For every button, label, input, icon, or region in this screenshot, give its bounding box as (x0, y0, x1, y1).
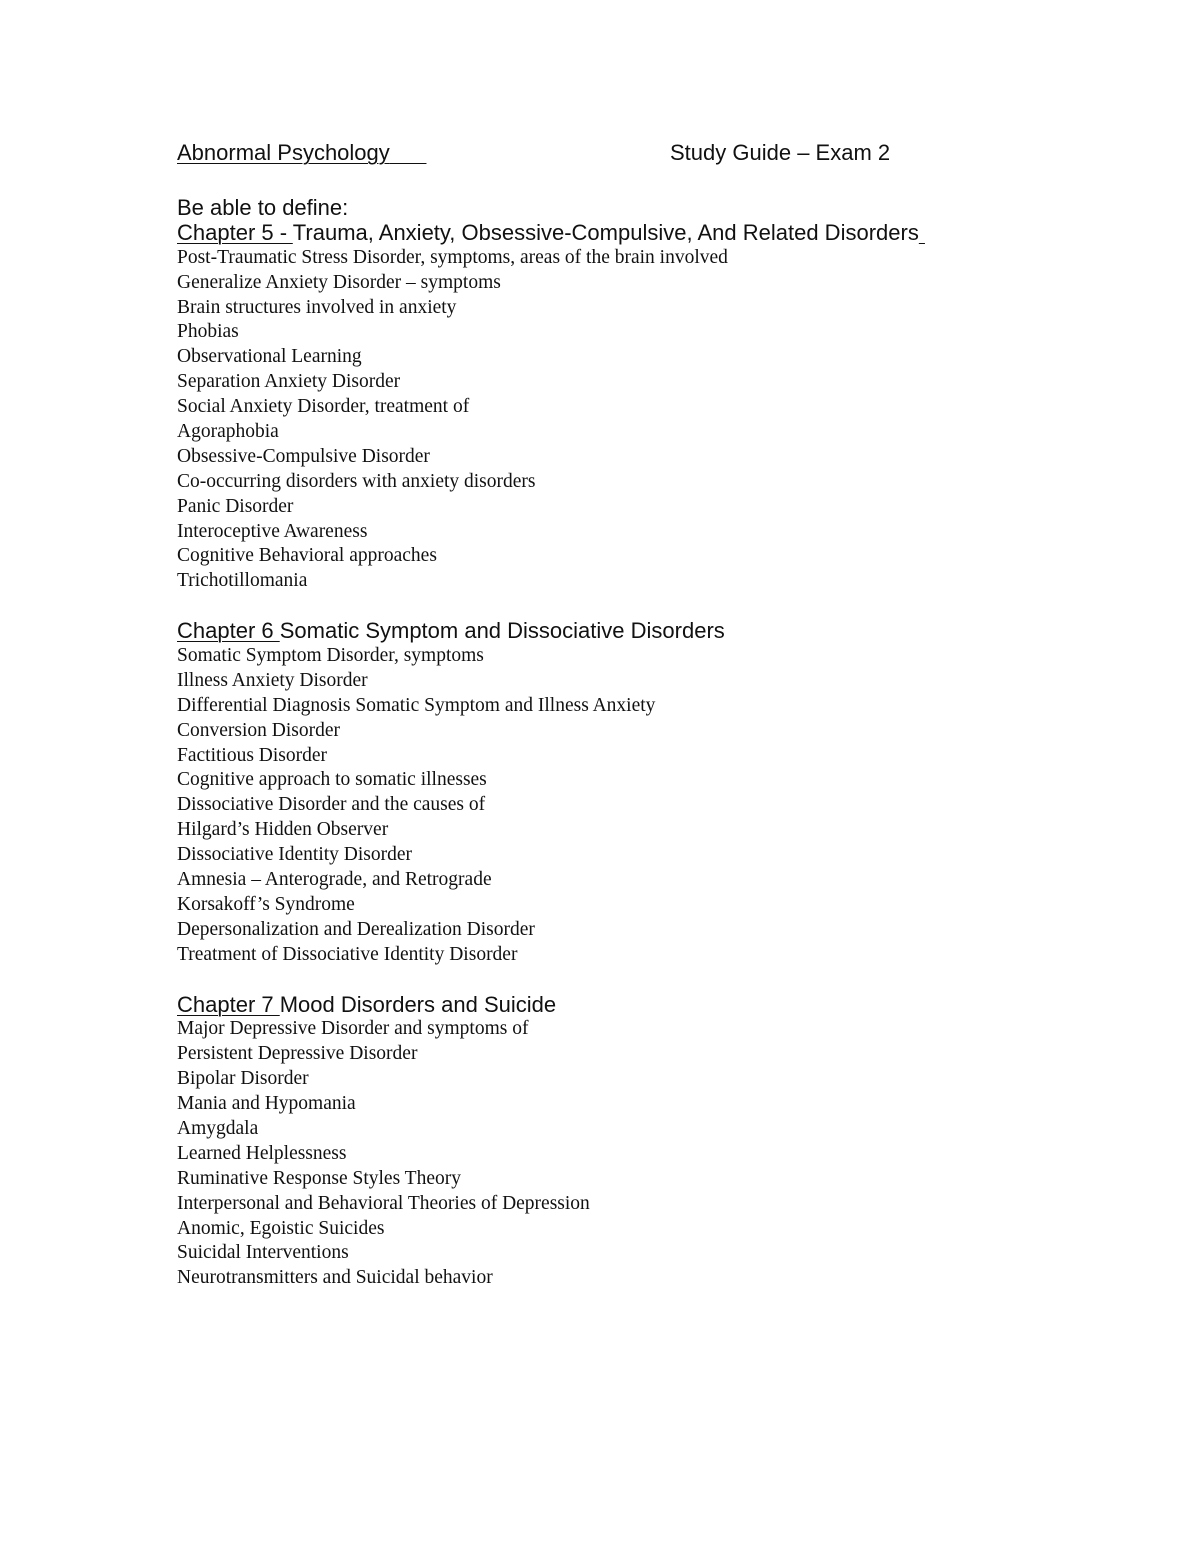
topic-item: Differential Diagnosis Somatic Symptom and Illness Anxiety (177, 694, 656, 716)
topic-item: Interpersonal and Behavioral Theories of Depression (177, 1192, 590, 1214)
course-title (177, 141, 426, 166)
chapter-label: Chapter 6 (177, 618, 280, 644)
chapters-list (177, 221, 1137, 1291)
section-spacer (177, 594, 1137, 619)
topic-item: Panic Disorder (177, 495, 294, 517)
topic-item: Suicidal Interventions (177, 1242, 349, 1264)
topic-item: Observational Learning (177, 346, 362, 368)
topic-item: Anomic, Egoistic Suicides (177, 1217, 385, 1239)
guide-title: Study Guide – Exam 2 (670, 140, 891, 165)
topic-item: Dissociative Disorder and the causes of (177, 794, 486, 816)
topic-item: Agoraphobia (177, 421, 279, 443)
topic-item: Depersonalization and Derealization Disorder (177, 918, 535, 940)
topic-item: Generalize Anxiety Disorder – symptoms (177, 271, 501, 293)
topic-item: Obsessive-Compulsive Disorder (177, 445, 430, 467)
course-title-text (177, 140, 426, 165)
topic-item: Social Anxiety Disorder, treatment of (177, 396, 470, 418)
topic-item: Cognitive Behavioral approaches (177, 545, 437, 567)
topic-item: Illness Anxiety Disorder (177, 669, 368, 691)
chapter-title-underline-tail (919, 220, 925, 245)
chapter-title: Mood Disorders and Suicide (279, 991, 557, 1017)
topic-item: Amnesia – Anterograde, and Retrograde (177, 869, 492, 891)
section-spacer (177, 968, 1137, 993)
chapter-heading (177, 993, 1137, 1018)
chapter-label: Chapter 5 - (177, 219, 293, 245)
topic-item: Dissociative Identity Disorder (177, 844, 413, 866)
topic-item: Interoceptive Awareness (177, 520, 368, 542)
topic-item: Phobias (177, 321, 239, 343)
topic-item: Trichotillomania (177, 570, 308, 592)
topic-item: Cognitive approach to somatic illnesses (177, 769, 487, 791)
topic-item: Brain structures involved in anxiety (177, 296, 457, 318)
topic-item: Persistent Depressive Disorder (177, 1043, 418, 1065)
topic-item: Factitious Disorder (177, 744, 328, 766)
topic-item: Somatic Symptom Disorder, symptoms (177, 645, 484, 667)
chapter-title: Somatic Symptom and Dissociative Disorders (279, 618, 725, 644)
topic-item: Separation Anxiety Disorder (177, 371, 401, 393)
topic-item: Major Depressive Disorder and symptoms of (177, 1018, 529, 1040)
topic-item: Co-occurring disorders with anxiety disorders (177, 470, 536, 492)
chapter-label: Chapter 7 (177, 991, 280, 1017)
chapter-heading (177, 619, 1137, 644)
chapter-title: Trauma, Anxiety, Obsessive-Compulsive, And Related Disorders (292, 219, 919, 245)
topic-item: Learned Helplessness (177, 1142, 347, 1164)
topic-item: Hilgard’s Hidden Observer (177, 819, 389, 841)
topic-item: Conversion Disorder (177, 719, 341, 741)
topic-item: Korsakoff’s Syndrome (177, 893, 355, 915)
topic-item: Mania and Hypomania (177, 1093, 356, 1115)
topic-item: Bipolar Disorder (177, 1068, 309, 1090)
course-title-underline-tail (390, 140, 427, 165)
intro-line: Be able to define: (177, 195, 349, 220)
course-title-label: Abnormal Psychology (177, 140, 390, 165)
topic-item: Neurotransmitters and Suicidal behavior (177, 1267, 493, 1289)
topic-item: Ruminative Response Styles Theory (177, 1167, 461, 1189)
topic-item: Post-Traumatic Stress Disorder, symptoms, areas of the brain involved (177, 246, 728, 268)
topic-item: Amygdala (177, 1117, 259, 1139)
study-guide-body (177, 196, 1137, 1291)
topic-item: Treatment of Dissociative Identity Disorder (177, 943, 518, 965)
chapter-heading (177, 221, 1137, 246)
